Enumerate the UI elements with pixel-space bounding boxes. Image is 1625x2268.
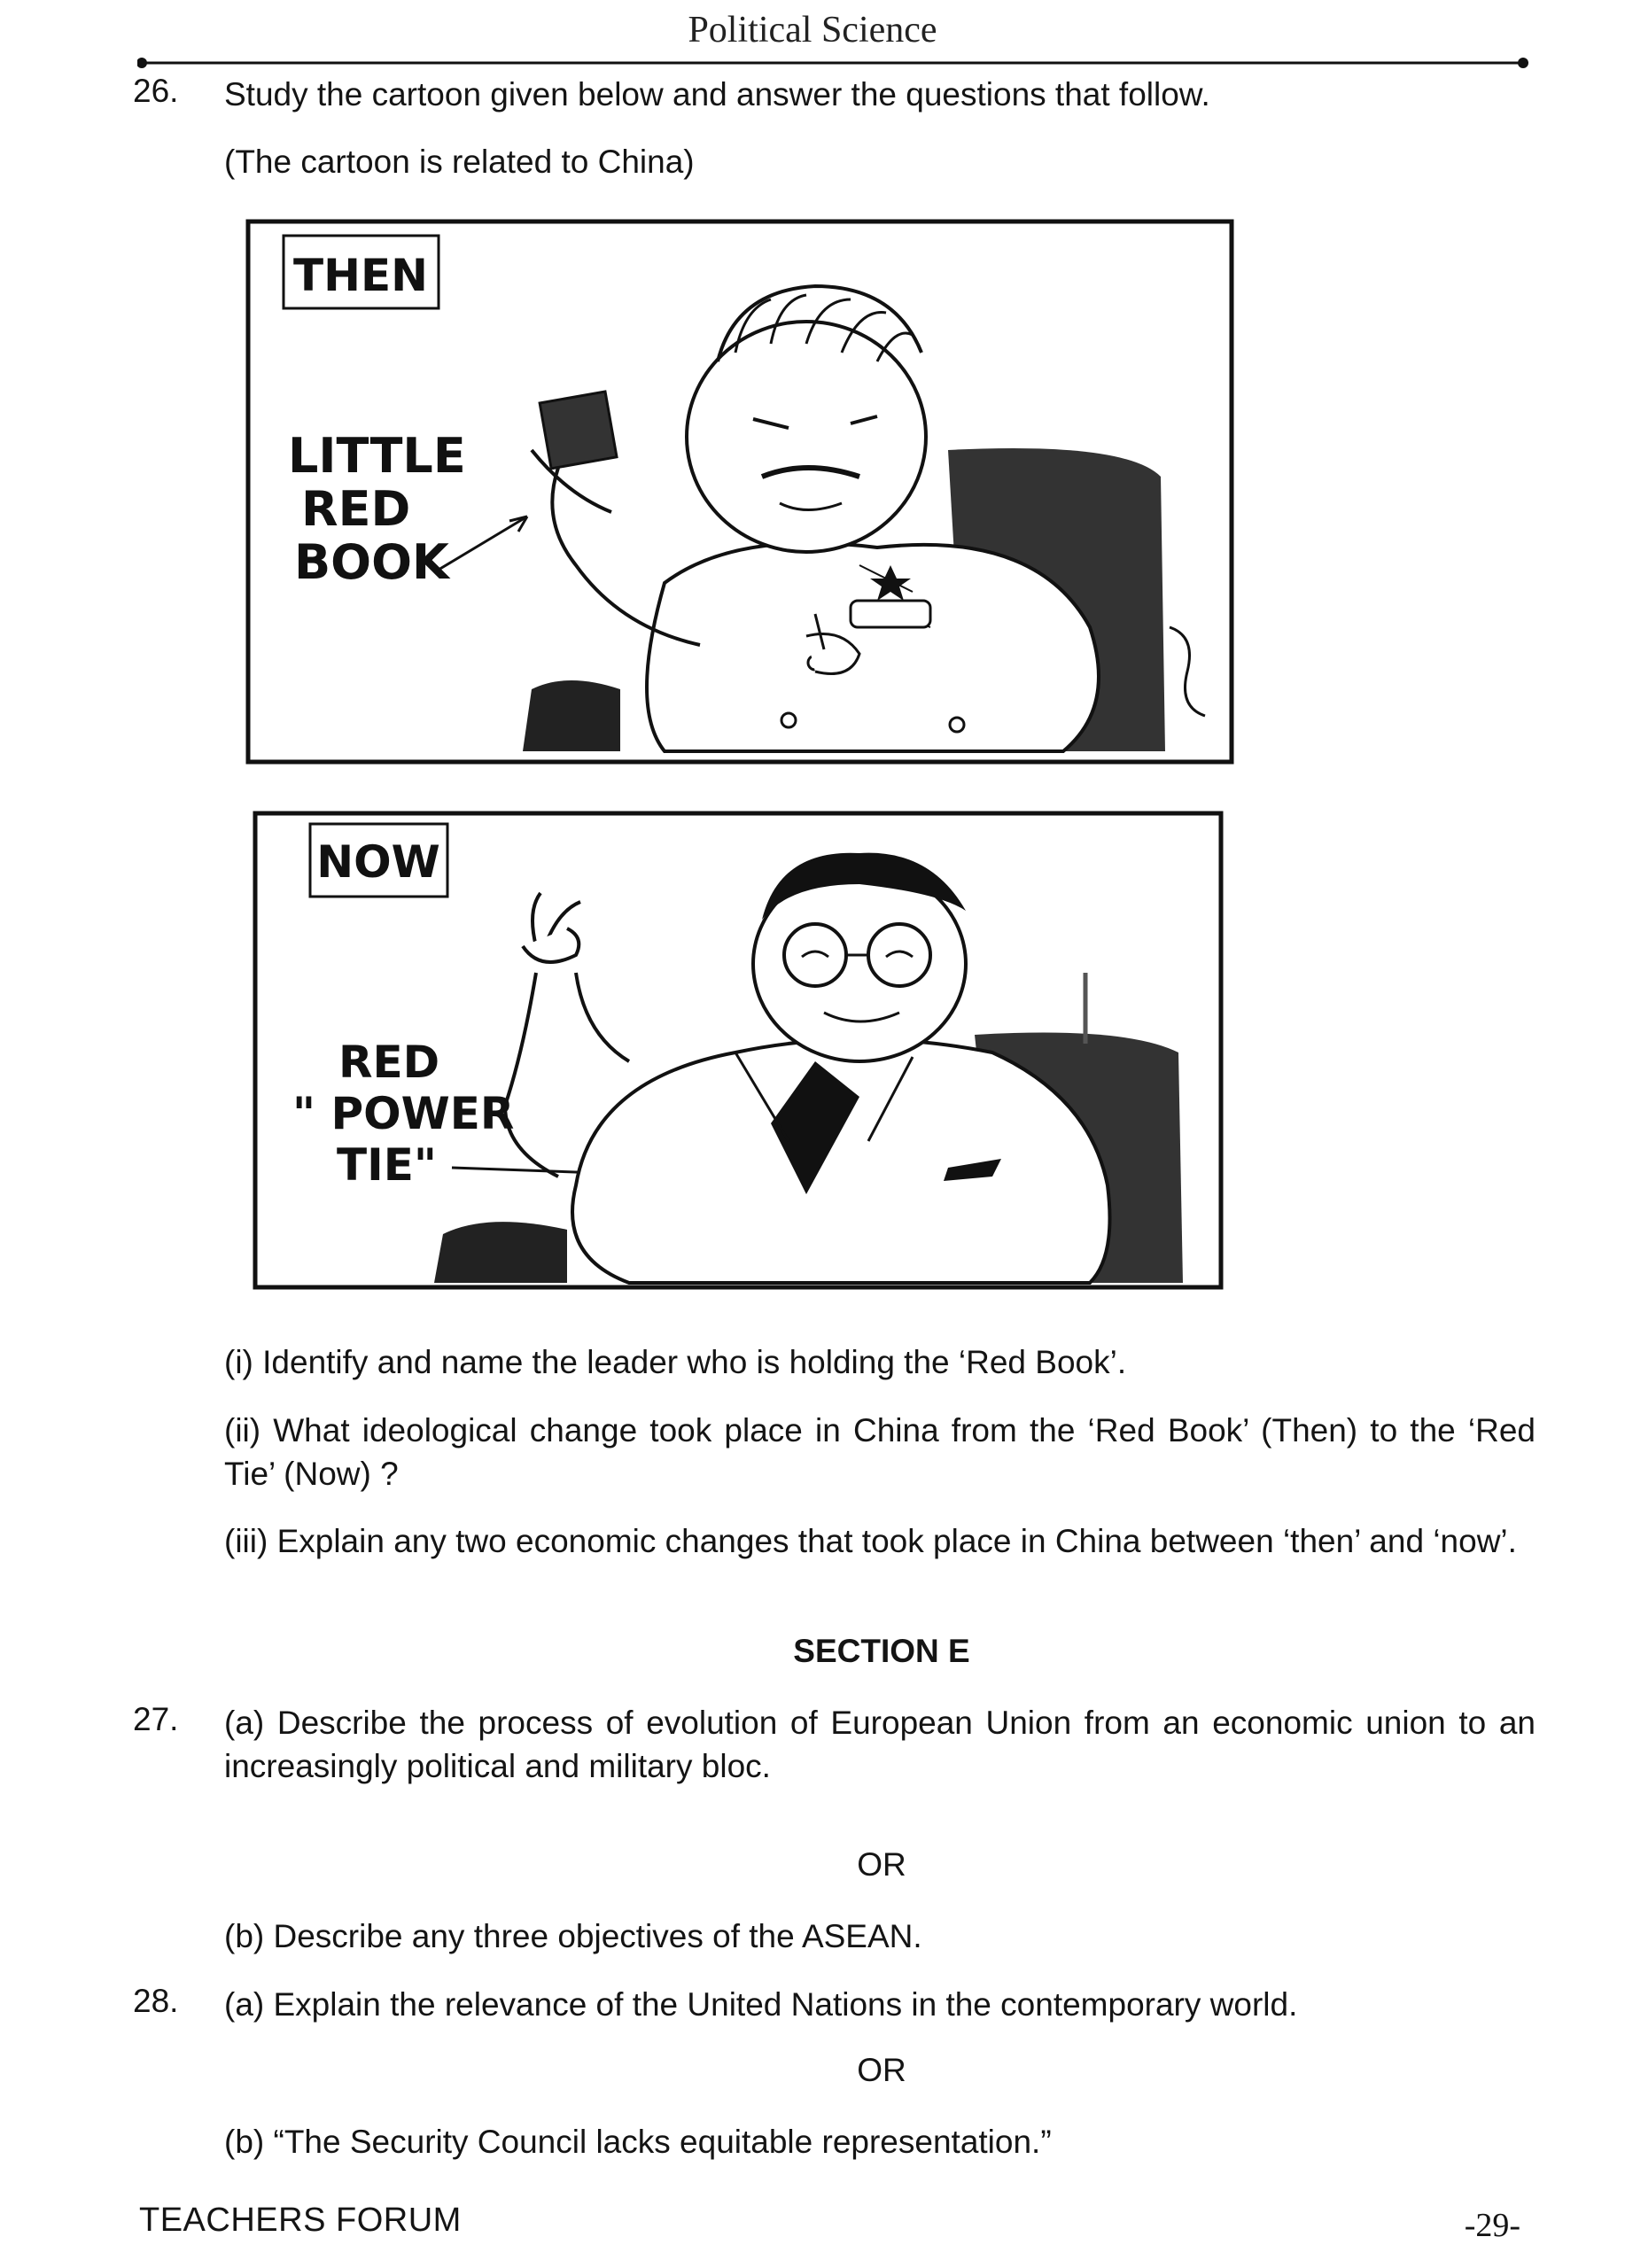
question-number-27: 27.	[133, 1701, 179, 1737]
red-power-tie-caption-line3: TIE"	[337, 1139, 437, 1191]
header-rule	[137, 55, 1528, 74]
question-28-option-a: (a) Explain the relevance of the United Nations in the contemporary world.	[224, 1986, 1298, 2023]
footer-page-number: -29-	[1464, 2207, 1520, 2244]
question-number-26: 26.	[133, 73, 179, 109]
cartoon-panel-now	[255, 813, 1221, 1287]
question-26-part-i: (i) Identify and name the leader who is holding the ‘Red Book’.	[224, 1344, 1127, 1380]
question-number-28: 28.	[133, 1983, 179, 2019]
question-26-note: (The cartoon is related to China)	[224, 144, 695, 180]
section-e-heading: SECTION E	[793, 1633, 970, 1669]
question-27-option-b: (b) Describe any three objectives of the ASEAN.	[224, 1918, 922, 1954]
little-red-book-caption-line2: RED	[301, 481, 411, 537]
question-27-option-a: (a) Describe the process of evolution of European Union from an economic union to an increasingly political and military bloc.	[224, 1705, 1536, 1784]
china-cartoon-illustration	[239, 211, 1267, 1301]
question-26-part-iii: (iii) Explain any two economic changes that took place in China between ‘then’ and ‘now’.	[224, 1523, 1517, 1559]
panel-then-label: THEN	[293, 250, 428, 301]
panel-now-label: NOW	[316, 836, 440, 888]
red-power-tie-caption-line1: RED	[338, 1037, 440, 1088]
page-header-title: Political Science	[688, 10, 937, 50]
question-28-or: OR	[857, 2052, 906, 2088]
question-27-or: OR	[857, 1846, 906, 1883]
question-28-option-b: (b) “The Security Council lacks equitable representation.”	[224, 2124, 1052, 2160]
little-red-book-caption-line3: BOOK	[294, 534, 449, 590]
cartoon-panel-then	[248, 221, 1232, 762]
little-red-book-caption-line1: LITTLE	[288, 428, 466, 484]
question-26-part-ii: (ii) What ideological change took place in China from the ‘Red Book’ (Then) to the ‘Red Tie’ (Now) ?	[224, 1412, 1536, 1492]
footer-publication-name: TEACHERS FORUM	[139, 2202, 462, 2239]
question-26-prompt: Study the cartoon given below and answer the questions that follow.	[224, 76, 1210, 113]
red-power-tie-caption-line2: " POWER	[292, 1088, 515, 1139]
